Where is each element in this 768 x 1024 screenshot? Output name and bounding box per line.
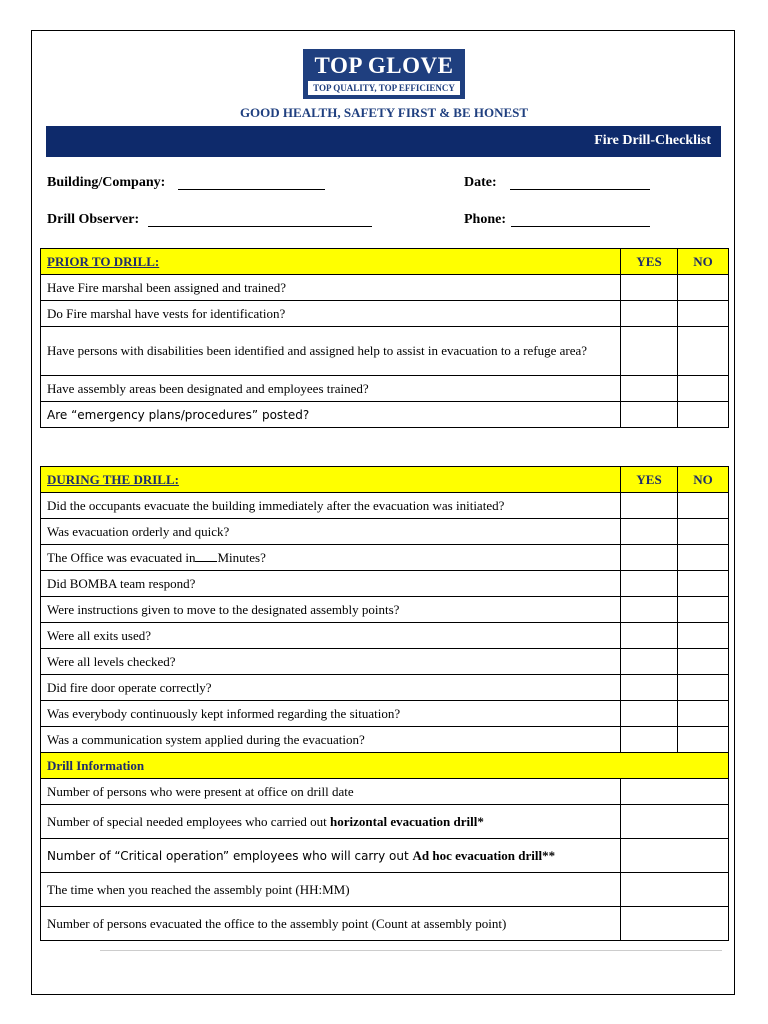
- no-cell[interactable]: [678, 701, 729, 727]
- no-cell[interactable]: [678, 571, 729, 597]
- info-value-cell[interactable]: [621, 779, 729, 805]
- table-row: [41, 623, 729, 649]
- observer-label: Drill Observer:: [47, 212, 140, 227]
- yes-column-header: YES: [621, 249, 678, 275]
- no-column-header: NO: [678, 467, 729, 493]
- table-row: [41, 376, 729, 402]
- table-row: [41, 727, 729, 753]
- info-label: Number of persons who were present at office on drill date: [41, 779, 621, 805]
- table-row: [41, 571, 729, 597]
- yes-cell[interactable]: [621, 376, 678, 402]
- question-text: Was everybody continuously kept informed regarding the situation?: [41, 701, 621, 727]
- no-column-header: NO: [678, 249, 729, 275]
- table-row: [41, 649, 729, 675]
- table-row: [41, 779, 729, 805]
- observer-field[interactable]: [148, 226, 372, 227]
- no-cell[interactable]: [678, 327, 729, 376]
- info-value-cell[interactable]: [621, 805, 729, 839]
- building-field[interactable]: [178, 189, 325, 190]
- phone-field[interactable]: [511, 226, 650, 227]
- table-row: [41, 701, 729, 727]
- table-row: [41, 545, 729, 571]
- prior-to-drill-table: [40, 248, 729, 428]
- info-label-bold: horizontal evacuation drill*: [330, 813, 484, 829]
- info-label-prefix: Number of special needed employees who carried out: [47, 813, 331, 829]
- table-row: [41, 907, 729, 941]
- yes-cell[interactable]: [621, 301, 678, 327]
- question-text: Do Fire marshal have vests for identification?: [41, 301, 621, 327]
- table-row: [41, 597, 729, 623]
- no-cell[interactable]: [678, 301, 729, 327]
- table-row: [41, 327, 729, 376]
- date-label: Date:: [464, 175, 497, 190]
- company-logo: [303, 49, 465, 99]
- info-label-bold: Ad hoc evacuation drill**: [412, 847, 556, 863]
- no-cell[interactable]: [678, 597, 729, 623]
- table-row: [41, 839, 729, 873]
- info-value-cell[interactable]: [621, 907, 729, 941]
- no-cell[interactable]: [678, 519, 729, 545]
- yes-cell[interactable]: [621, 327, 678, 376]
- phone-label: Phone:: [464, 212, 506, 227]
- minutes-blank[interactable]: [195, 561, 217, 562]
- yes-cell[interactable]: [621, 597, 678, 623]
- question-text: Did the occupants evacuate the building immediately after the evacuation was initiated?: [41, 493, 621, 519]
- table-row: [41, 873, 729, 907]
- info-label: Number of persons evacuated the office to the assembly point (Count at assembly point): [41, 907, 621, 941]
- question-text: Have persons with disabilities been identified and assigned help to assist in evacuation to a refuge area?: [41, 327, 621, 376]
- question-text: Did fire door operate correctly?: [41, 675, 621, 701]
- prior-heading: PRIOR TO DRILL:: [41, 249, 621, 275]
- table-row: [41, 519, 729, 545]
- question-text: [41, 545, 621, 571]
- question-text: Have Fire marshal been assigned and trained?: [41, 275, 621, 301]
- question-text: Was evacuation orderly and quick?: [41, 519, 621, 545]
- yes-column-header: YES: [621, 467, 678, 493]
- question-text: Have assembly areas been designated and employees trained?: [41, 376, 621, 402]
- info-value-cell[interactable]: [621, 873, 729, 907]
- question-text: Were instructions given to move to the designated assembly points?: [41, 597, 621, 623]
- no-cell[interactable]: [678, 275, 729, 301]
- info-label-prefix: Number of “Critical operation” employees who will carry out: [47, 848, 413, 863]
- yes-cell[interactable]: [621, 275, 678, 301]
- yes-cell[interactable]: [621, 727, 678, 753]
- footer-divider: [100, 950, 722, 951]
- question-text: Did BOMBA team respond?: [41, 571, 621, 597]
- yes-cell[interactable]: [621, 571, 678, 597]
- during-drill-table: [40, 466, 729, 941]
- question-text: Are “emergency plans/procedures” posted?: [41, 402, 621, 428]
- info-label: The time when you reached the assembly point (HH:MM): [41, 873, 621, 907]
- yes-cell[interactable]: [621, 623, 678, 649]
- question-text: Were all exits used?: [41, 623, 621, 649]
- logo-main-text: TOP GLOVE: [314, 53, 454, 78]
- title-banner: [46, 126, 721, 157]
- building-label: Building/Company:: [47, 175, 166, 190]
- yes-cell[interactable]: [621, 402, 678, 428]
- drill-info-header-row: [41, 753, 729, 779]
- during-heading: DURING THE DRILL:: [41, 467, 621, 493]
- yes-cell[interactable]: [621, 493, 678, 519]
- prior-header-row: [41, 249, 729, 275]
- yes-cell[interactable]: [621, 649, 678, 675]
- info-value-cell[interactable]: [621, 839, 729, 873]
- info-label: [41, 805, 621, 839]
- motto: GOOD HEALTH, SAFETY FIRST & BE HONEST: [239, 105, 529, 120]
- yes-cell[interactable]: [621, 675, 678, 701]
- banner-title: Fire Drill-Checklist: [594, 133, 711, 148]
- question-text-prefix: The Office was evacuated in: [47, 549, 196, 565]
- question-text: Was a communication system applied during the evacuation?: [41, 727, 621, 753]
- no-cell[interactable]: [678, 675, 729, 701]
- table-row: [41, 275, 729, 301]
- question-text: Were all levels checked?: [41, 649, 621, 675]
- yes-cell[interactable]: [621, 519, 678, 545]
- no-cell[interactable]: [678, 376, 729, 402]
- no-cell[interactable]: [678, 727, 729, 753]
- no-cell[interactable]: [678, 649, 729, 675]
- no-cell[interactable]: [678, 623, 729, 649]
- table-row: [41, 805, 729, 839]
- table-row: [41, 675, 729, 701]
- during-header-row: [41, 467, 729, 493]
- question-text-suffix: Minutes?: [217, 549, 266, 565]
- yes-cell[interactable]: [621, 545, 678, 571]
- date-field[interactable]: [510, 189, 650, 190]
- table-row: [41, 493, 729, 519]
- no-cell[interactable]: [678, 545, 729, 571]
- no-cell[interactable]: [678, 402, 729, 428]
- no-cell[interactable]: [678, 493, 729, 519]
- table-row: [41, 301, 729, 327]
- info-label: [41, 839, 621, 873]
- table-row: [41, 402, 729, 428]
- yes-cell[interactable]: [621, 701, 678, 727]
- logo-tagline: TOP QUALITY, TOP EFFICIENCY: [308, 81, 460, 95]
- drill-info-heading: Drill Information: [41, 753, 729, 779]
